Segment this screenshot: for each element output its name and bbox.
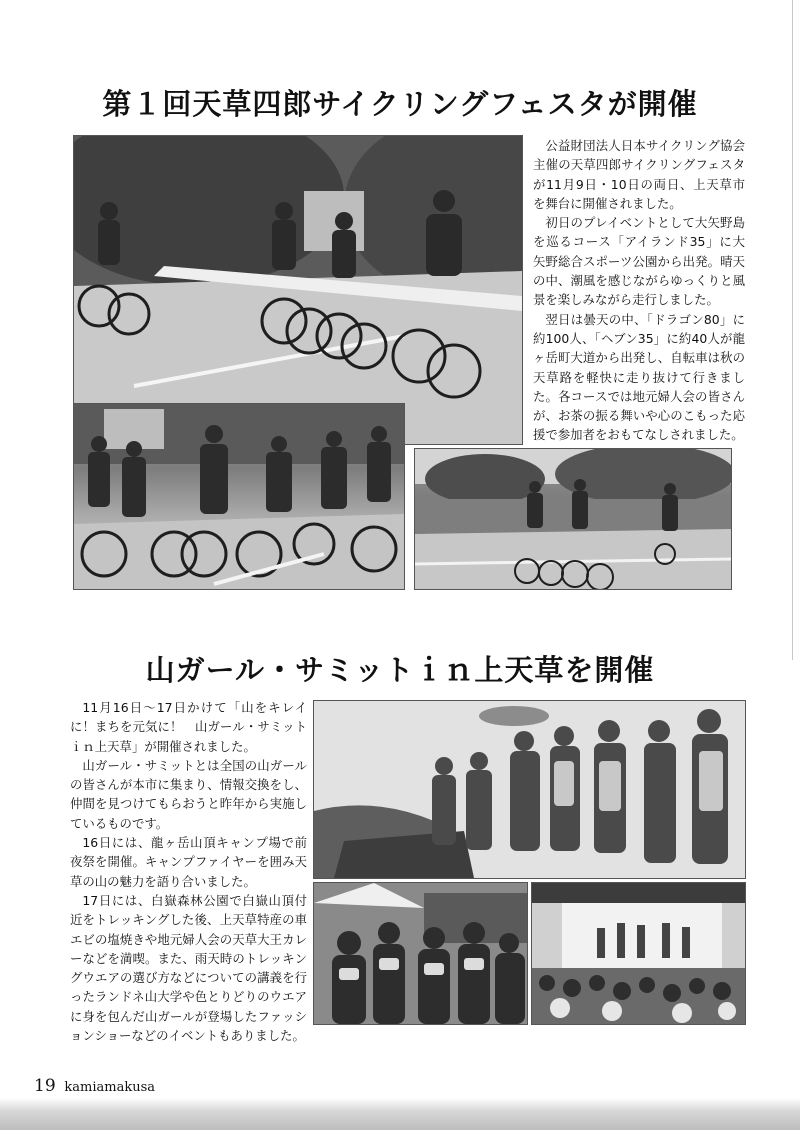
article1-paragraph: 公益財団法人日本サイクリング協会主催の天草四郎サイクリングフェスタが11月9日・10日の両日、上天草市を舞台に開催されました。: [533, 138, 745, 211]
photo-cyclists-riding-out: [414, 448, 732, 590]
page-number: 19: [34, 1076, 56, 1096]
photo-cyclists-road: [73, 135, 523, 445]
article2-paragraph: 17日には、白嶽森林公園で白嶽山頂付近をトレッキングした後、上天草特産の車エビの塩焼きや地元婦人会の天草大王カレーなどを満喫。また、雨天時のトレッキングウエアの選び方などについての講義を行ったランドネ山大学や色とりどりのウエアに身を包んだ山ガールが登場したファッションショーなどのイベントもありました。: [70, 892, 307, 1044]
photo-mountain-summit-group: [313, 700, 746, 879]
photo-girls-eating: [313, 882, 528, 1025]
article2-paragraph: 11月16日～17日かけて「山をキレイに！まちを元気に！ 山ガール・サミットｉｎ上天草」が開催されました。: [70, 700, 307, 754]
article2-paragraph: 16日には、龍ヶ岳山頂キャンプ場で前夜祭を開催。キャンプファイヤーを囲み天草の山の魅力を語り合いました。: [70, 835, 307, 889]
article2-body: [70, 698, 307, 1045]
article1-body: [533, 136, 745, 445]
article1-paragraph: 翌日は曇天の中、「ドラゴン80」に約100人、「ヘブン35」に約40人が龍ヶ岳町大道から出発し、自転車は秋の天草路を軽快に走り抜けて行きました。各コースでは地元婦人会の皆さんが、お茶の振る舞いや心のこもった応援で参加者をおもてなしされました。: [533, 311, 745, 443]
article1-paragraph: 初日のプレイベントとして大矢野島を巡るコース「アイランド35」に大矢野総合スポーツ公園から出発。晴天の中、潮風を感じながらゆっくりと風景を楽しみながら走行しました。: [533, 215, 745, 308]
photo-cyclists-group-start: [73, 403, 405, 590]
article2-paragraph: 山ガール・サミットとは全国の山ガールの皆さんが本市に集まり、情報交換をし、仲間を見つけてもらおうと昨年から実施しているものです。: [70, 757, 307, 831]
bottom-gradient-band: [0, 1098, 800, 1130]
magazine-name: kamiamakusa: [64, 1080, 156, 1095]
page-footer: [34, 1076, 155, 1096]
article1-title: 第１回天草四郎サイクリングフェスタが開催: [102, 87, 698, 121]
photo-fashion-show-stage: [531, 882, 746, 1025]
article2-title: 山ガール・サミットｉｎ上天草を開催: [145, 653, 655, 687]
